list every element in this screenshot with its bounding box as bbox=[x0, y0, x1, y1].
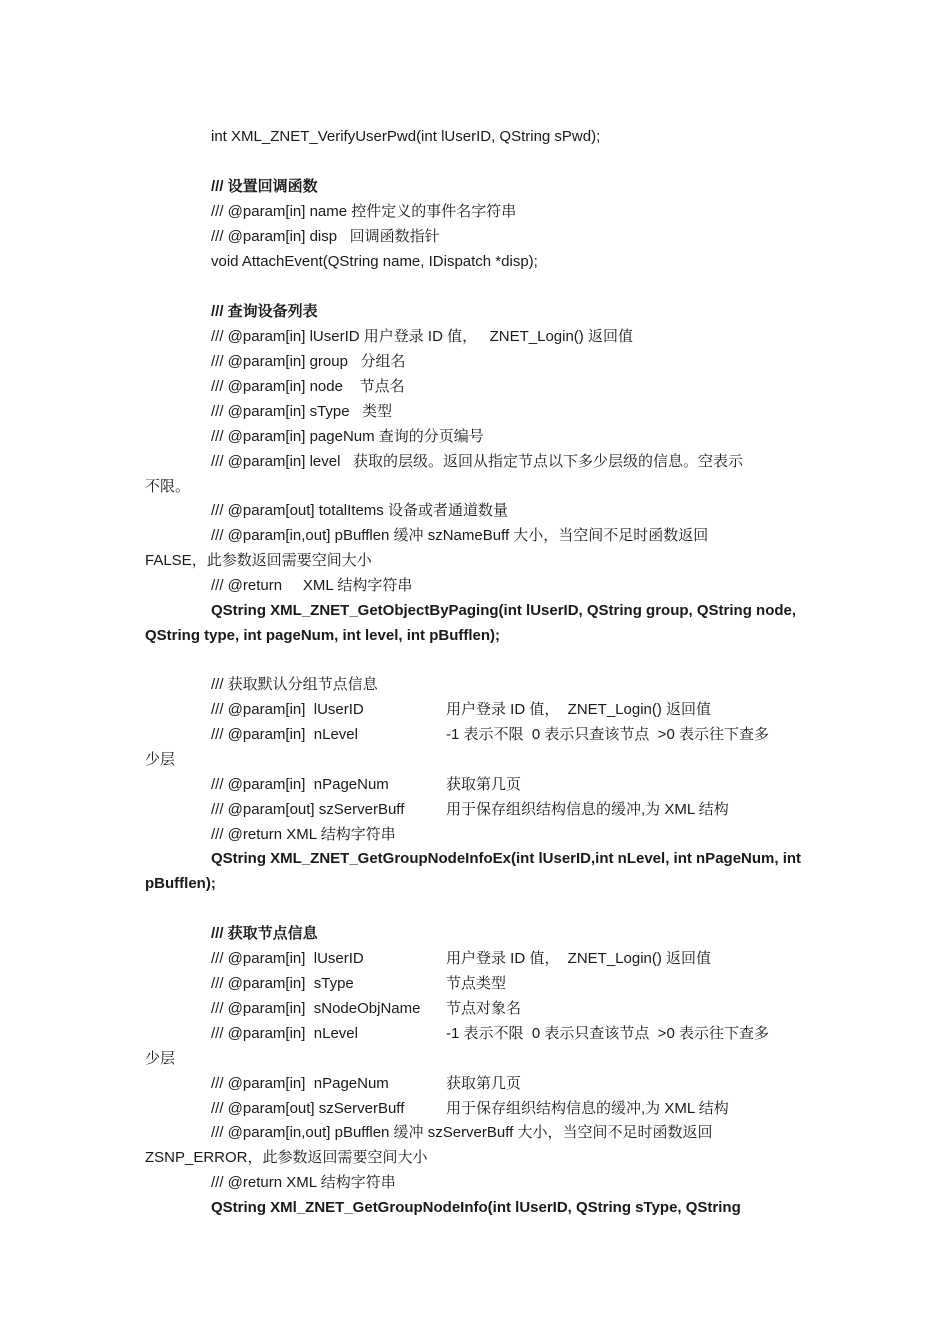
param-line bbox=[211, 1021, 769, 1046]
param-line: /// @param[in] level 获取的层级。返回从指定节点以下多少层级的信息。空表示 bbox=[211, 453, 743, 470]
param-key: /// @param[in] nPageNum bbox=[211, 1075, 389, 1092]
param-key: /// @param[in] lUserID bbox=[211, 701, 364, 718]
param-desc: 节点对象名 bbox=[446, 1000, 522, 1017]
param-desc: 用户登录 ID 值， ZNET_Login() 返回值 bbox=[446, 701, 712, 718]
param-key: /// @param[in] lUserID bbox=[211, 950, 364, 967]
return-line: /// @return XML 结构字符串 bbox=[211, 577, 413, 594]
param-line bbox=[211, 946, 712, 971]
param-line: /// @param[in] lUserID 用户登录 ID 值， ZNET_Login() 返回值 bbox=[211, 328, 633, 345]
param-line-continuation: FALSE，此参数返回需要空间大小 bbox=[145, 552, 372, 569]
param-desc: 获取第几页 bbox=[446, 776, 522, 793]
param-desc: 用于保存组织结构信息的缓冲,为 XML 结构 bbox=[446, 1100, 729, 1117]
param-line-continuation: ZSNP_ERROR，此参数返回需要空间大小 bbox=[145, 1149, 428, 1166]
param-desc: 用户登录 ID 值， ZNET_Login() 返回值 bbox=[446, 950, 712, 967]
verify-user-pwd-signature: int XML_ZNET_VerifyUserPwd(int lUserID, QString sPwd); bbox=[211, 128, 601, 145]
param-line: /// @param[in,out] pBufflen 缓冲 szServerBuff 大小，当空间不足时函数返回 bbox=[211, 1124, 713, 1141]
param-line bbox=[211, 1096, 729, 1121]
param-line bbox=[211, 996, 522, 1021]
get-group-node-info-signature: QString XMl_ZNET_GetGroupNodeInfo(int lUserID, QString sType, QString bbox=[211, 1199, 741, 1216]
param-line-continuation: 少层 bbox=[145, 751, 176, 768]
return-line: /// @return XML 结构字符串 bbox=[211, 826, 396, 843]
param-desc: -1 表示不限 0 表示只查该节点 >0 表示往下查多 bbox=[446, 726, 769, 743]
param-desc: 用于保存组织结构信息的缓冲,为 XML 结构 bbox=[446, 801, 729, 818]
param-desc: -1 表示不限 0 表示只查该节点 >0 表示往下查多 bbox=[446, 1025, 769, 1042]
param-key: /// @param[in] nLevel bbox=[211, 726, 358, 743]
get-group-node-info-ex-signature: QString XML_ZNET_GetGroupNodeInfoEx(int lUserID,int nLevel, int nPageNum, int bbox=[211, 850, 802, 867]
get-object-by-paging-signature: QString XML_ZNET_GetObjectByPaging(int lUserID, QString group, QString node, bbox=[211, 602, 797, 619]
param-key: /// @param[in] sNodeObjName bbox=[211, 1000, 421, 1017]
param-desc: 获取第几页 bbox=[446, 1075, 522, 1092]
param-key: /// @param[in] nPageNum bbox=[211, 776, 389, 793]
param-key: /// @param[in] nLevel bbox=[211, 1025, 358, 1042]
param-line: /// @param[out] totalItems 设备或者通道数量 bbox=[211, 502, 508, 519]
param-line: /// @param[in] sType 类型 bbox=[211, 403, 393, 420]
param-key: /// @param[out] szServerBuff bbox=[211, 801, 405, 818]
param-line: /// @param[in] name 控件定义的事件名字符串 bbox=[211, 203, 517, 220]
default-group-heading: /// 获取默认分组节点信息 bbox=[211, 676, 378, 693]
param-desc: 节点类型 bbox=[446, 975, 507, 992]
param-line bbox=[211, 772, 522, 797]
param-line-continuation: 少层 bbox=[145, 1050, 176, 1067]
param-line bbox=[211, 697, 712, 722]
node-info-heading: /// 获取节点信息 bbox=[211, 925, 318, 942]
param-line bbox=[211, 797, 729, 822]
param-line bbox=[211, 1071, 522, 1096]
param-line: /// @param[in] group 分组名 bbox=[211, 353, 406, 370]
param-line: /// @param[in] disp 回调函数指针 bbox=[211, 228, 440, 245]
attach-event-heading: /// 设置回调函数 bbox=[211, 178, 318, 195]
param-line: /// @param[in,out] pBufflen 缓冲 szNameBuff 大小，当空间不足时函数返回 bbox=[211, 527, 709, 544]
param-line bbox=[211, 971, 507, 996]
attach-event-signature: void AttachEvent(QString name, IDispatch *disp); bbox=[211, 253, 538, 270]
signature-continuation: QString type, int pageNum, int level, int pBufflen); bbox=[145, 627, 501, 644]
query-devices-heading: /// 查询设备列表 bbox=[211, 303, 318, 320]
param-line: /// @param[in] pageNum 查询的分页编号 bbox=[211, 428, 484, 445]
param-key: /// @param[out] szServerBuff bbox=[211, 1100, 405, 1117]
return-line: /// @return XML 结构字符串 bbox=[211, 1174, 396, 1191]
signature-continuation: pBufflen); bbox=[145, 875, 216, 892]
param-line bbox=[211, 722, 769, 747]
param-line-continuation: 不限。 bbox=[145, 478, 191, 495]
param-key: /// @param[in] sType bbox=[211, 975, 354, 992]
param-line: /// @param[in] node 节点名 bbox=[211, 378, 405, 395]
